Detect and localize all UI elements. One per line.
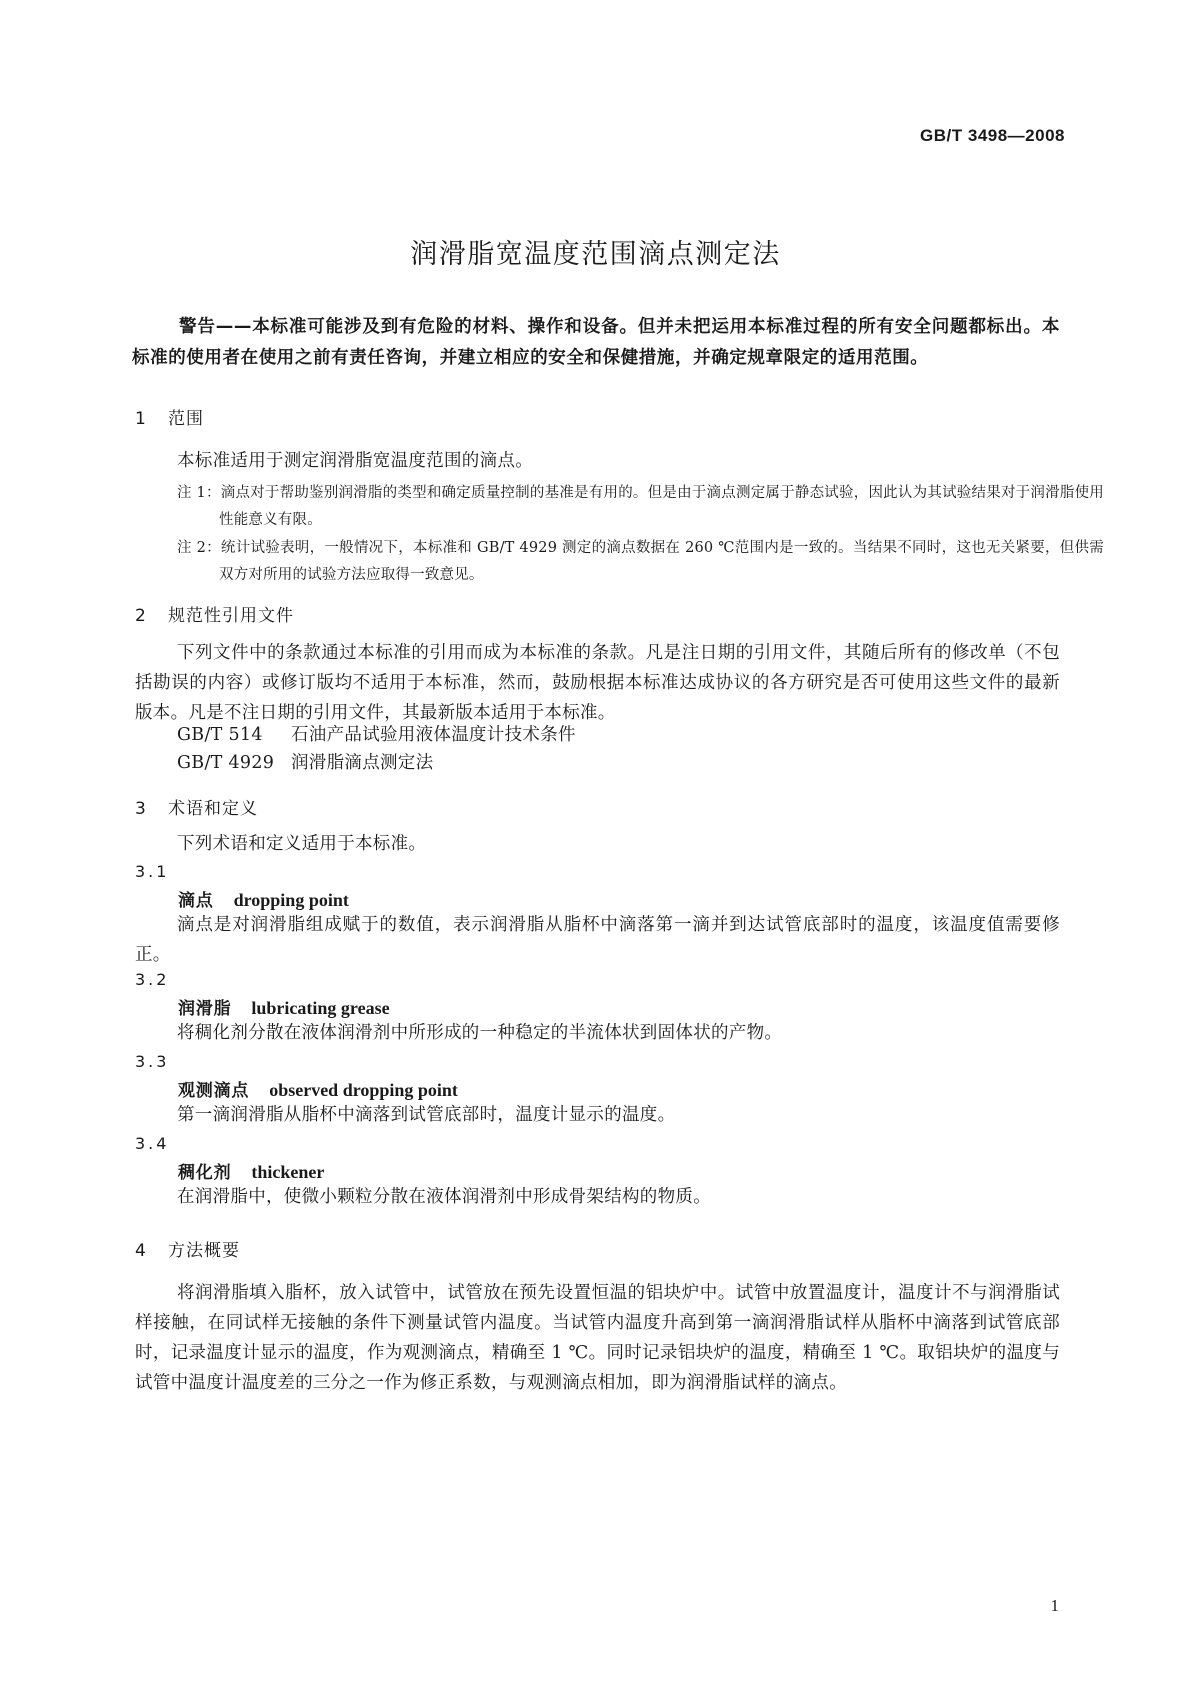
document-title: 润滑脂宽温度范围滴点测定法 (410, 239, 781, 270)
section-title: 范围 (168, 409, 204, 429)
section-1-heading (135, 404, 204, 429)
term-heading (178, 1076, 458, 1101)
section-number: 4 (135, 1241, 147, 1261)
term-en: lubricating grease (251, 998, 390, 1018)
section-number: 2 (135, 606, 147, 626)
reference-title: 润滑脂滴点测定法 (291, 753, 434, 773)
reference-code: GB/T 4929 (177, 753, 275, 773)
section-title: 规范性引用文件 (168, 606, 294, 626)
section-4-text: 将润滑脂填入脂杯，放入试管中，试管放在预先设置恒温的铝块炉中。试管中放置温度计，温度计不与润滑脂试样接触，在同试样无接触的条件下测量试管内温度。当试管内温度升高到第一滴润滑脂试样从脂杯中滴落到试管底部时，记录温度计显示的温度，作为观测滴点，精确至 1 ℃。同时记录铝块炉的温度，精确至 1 ℃。取铝块炉的温度与试管中温度计温度差的三分之一作为修正系数，与观测滴点相加，即为润滑脂试样的滴点。 (135, 1283, 1060, 1393)
standard-number: GB/T 3498—2008 (920, 126, 1065, 145)
term-en: observed dropping point (269, 1080, 458, 1100)
term-number: 3.3 (135, 1052, 170, 1071)
term-heading (178, 1158, 324, 1183)
term-definition: 将稠化剂分散在液体润滑剂中所形成的一种稳定的半流体状到固体状的产物。 (177, 1023, 783, 1043)
term-en: thickener (251, 1162, 325, 1182)
section-2-text: 下列文件中的条款通过本标准的引用而成为本标准的条款。凡是注日期的引用文件，其随后所有的修改单（不包括勘误的内容）或修订版均不适用于本标准，然而，鼓励根据本标准达成协议的各方研究是否可使用这些文件的最新版本。凡是不注日期的引用文件，其最新版本适用于本标准。 (135, 643, 1060, 723)
section-2-heading (135, 601, 294, 626)
term-number: 3.1 (135, 862, 170, 881)
section-title: 术语和定义 (168, 799, 258, 819)
warning-paragraph: 警告——本标准可能涉及到有危险的材料、操作和设备。但并未把运用本标准过程的所有安全问题都标出。本标准的使用者在使用之前有责任咨询，并建立相应的安全和保健措施，并确定规章限定的适用范围。 (132, 317, 1060, 368)
term-definition: 滴点是对润滑脂组成赋于的数值，表示润滑脂从脂杯中滴落第一滴并到达试管底部时的温度，该温度值需要修正。 (135, 915, 1060, 965)
section-number: 3 (135, 799, 147, 819)
term-zh: 稠化剂 (178, 1163, 232, 1183)
reference-code: GB/T 514 (177, 725, 263, 745)
term-zh: 观测滴点 (178, 1081, 250, 1101)
section-4-heading (135, 1236, 240, 1261)
note-2-text: 注 2：统计试验表明，一般情况下，本标准和 GB/T 4929 测定的滴点数据在 260 ℃范围内是一致的。当结果不同时，这也无关紧要，但供需双方对所用的试验方法应取得一致意见。 (177, 540, 1104, 583)
section-3-text: 下列术语和定义适用于本标准。 (177, 834, 427, 854)
reference-item (177, 748, 433, 778)
term-heading (178, 886, 349, 911)
term-zh: 润滑脂 (178, 999, 232, 1019)
section-1-text: 本标准适用于测定润滑脂宽温度范围的滴点。 (177, 451, 533, 471)
reference-item (177, 720, 576, 750)
term-zh: 滴点 (178, 891, 214, 911)
note-1: 注 1：滴点对于帮助鉴别润滑脂的类型和确定质量控制的基准是有用的。但是由于滴点测定属于静态试验，因此认为其试验结果对于润滑脂使用性能意义有限。 (177, 485, 1104, 528)
reference-title: 石油产品试验用液体温度计技术条件 (291, 725, 576, 745)
section-title: 方法概要 (168, 1241, 240, 1261)
term-en: dropping point (233, 890, 349, 910)
section-number: 1 (135, 409, 147, 429)
term-definition: 在润滑脂中，使微小颗粒分散在液体润滑剂中形成骨架结构的物质。 (177, 1187, 711, 1207)
term-number: 3.2 (135, 970, 170, 989)
section-3-heading (135, 794, 258, 819)
page-number: 1 (1050, 1596, 1059, 1615)
term-definition: 第一滴润滑脂从脂杯中滴落到试管底部时，温度计显示的温度。 (177, 1105, 676, 1125)
term-heading (178, 994, 390, 1019)
term-number: 3.4 (135, 1134, 170, 1153)
